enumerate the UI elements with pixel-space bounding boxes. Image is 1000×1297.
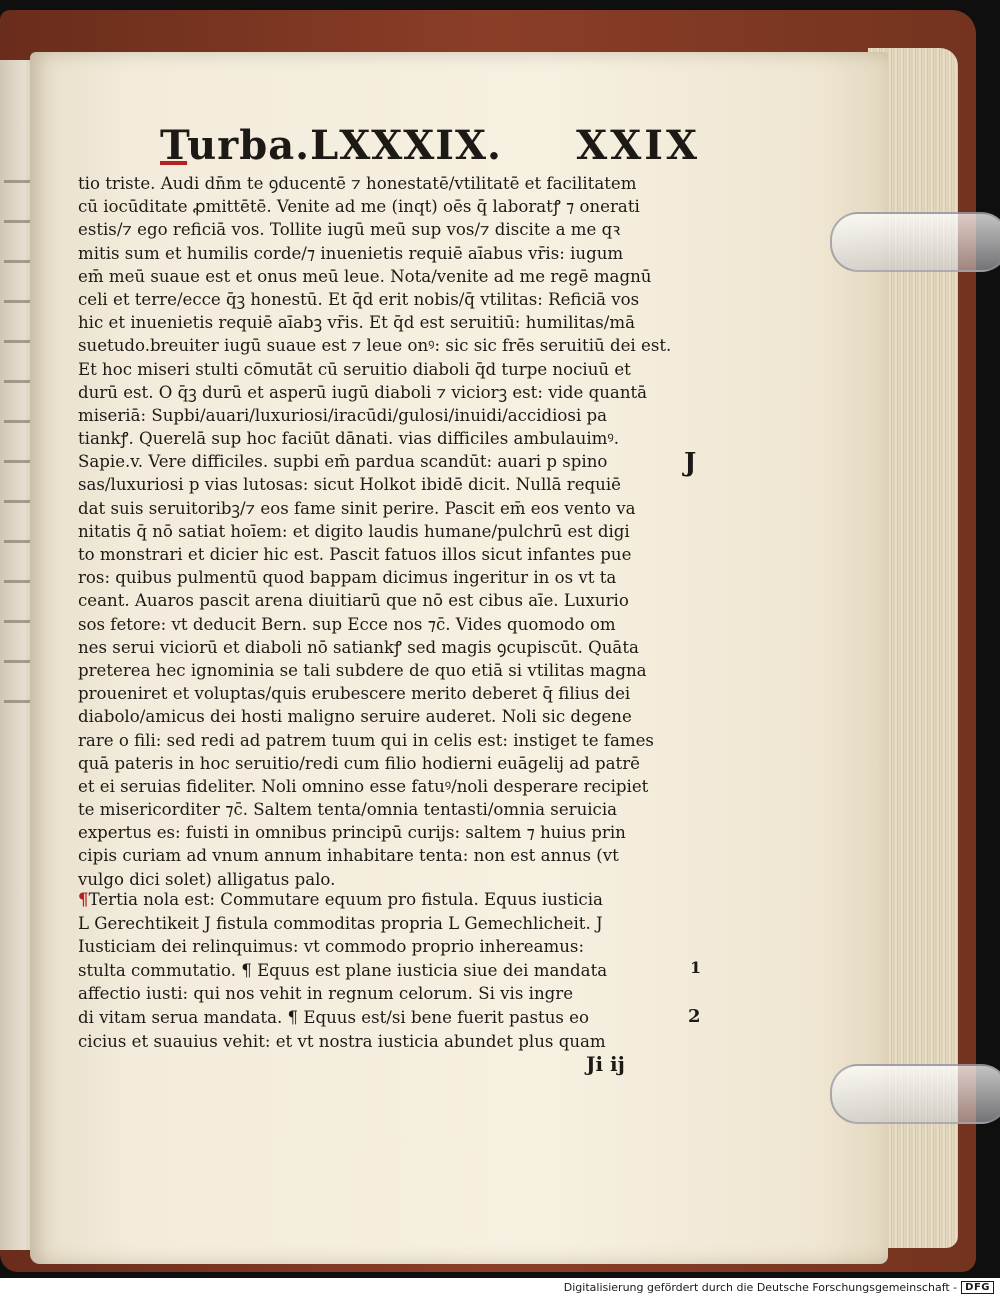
footer-credit-bar — [0, 1278, 1000, 1297]
text-line: Iusticiam dei relinquimus: vt commodo proprio inhereamus: — [78, 937, 585, 957]
margin-note-upper: J — [684, 448, 697, 478]
text-line: diabolo/amicus dei hosti maligno seruire auderet. Noli sic degene — [78, 707, 632, 727]
dfg-logo: DFG — [961, 1281, 994, 1294]
text-line: cū iocūditate ꝓmittētē. Venite ad me (inqt) oēs q̄ laboratꝭ ⁊ onerati — [78, 197, 640, 217]
line-text: Tertia nola est: Commutare equum pro fistula. Equus iusticia — [88, 890, 603, 909]
text-line: expertus es: fuisti in omnibus principū curijs: saltem ⁊ huius prin — [78, 823, 626, 843]
text-line: Et hoc miseri stulti cōmutāt cū seruitio diaboli q̄d turpe nociuū et — [78, 359, 631, 379]
margin-note-two: 2 — [688, 1006, 701, 1027]
text-line: affectio iusti: qui nos vehit in regnum celorum. Si vis ingre — [78, 984, 574, 1004]
text-line: estis/⁊ ego reficiā vos. Tollite iugū meū sup vos/⁊ discite a me qꝛ — [78, 220, 621, 240]
text-line: to monstrari et dicier hic est. Pascit fatuos illos sicut infantes pue — [78, 545, 632, 564]
text-line: nes serui viciorū et diaboli nō satiankꝭ sed magis ꝯcupiscūt. Quāta — [78, 637, 639, 657]
page-clip-bottom — [830, 1064, 1000, 1124]
text-line: Sapie.v. Vere difficiles. supbi em̄ pardua scandūt: auari p spino — [78, 452, 608, 472]
text-line: mitis sum et humilis corde/⁊ inuenietis requiē aīabus vr̄is: iugum — [78, 243, 624, 263]
signature-mark: Ji ij — [586, 1052, 625, 1076]
text-line: nitatis q̄ nō satiat hoīem: et digito laudis humane/pulchrū est digi — [78, 521, 630, 541]
text-line: proueniret et voluptas/quis erubescere merito deberet q̄ filius dei — [78, 684, 631, 704]
text-line: et ei seruias fideliter. Noli omnino esse fatuꝰ/noli desperare recipiet — [78, 776, 649, 796]
footer-credit-text: Digitalisierung gefördert durch die Deutsche Forschungsgemeinschaft - — [563, 1281, 958, 1294]
text-line: tiankꝭ. Querelā sup hoc faciūt dānati. vias difficiles ambulauimꝰ. — [78, 429, 619, 449]
text-line: tio triste. Audi dn̄m te ꝯducentē ⁊ honestatē/vtilitatē et facilitatem — [78, 174, 637, 193]
text-line: sos fetore: vt deducit Bern. sup Ecce nos ⁊c̄. Vides quomodo om — [78, 614, 616, 634]
text-line: cipis curiam ad vnum annum inhabitare tenta: non est annus (vt — [78, 846, 619, 866]
text-line: vulgo dici solet) alligatus palo. — [78, 869, 336, 889]
text-line: rare o fili: sed redi ad patrem tuum qui in celis est: instiget te fames — [78, 730, 654, 750]
title-text: urba.LXXXIX. — [187, 122, 502, 169]
third-nola-section — [78, 888, 676, 1053]
folio-number: XXIX — [576, 122, 700, 169]
text-line: di vitam serua mandata. ¶ Equus est/si bene fuerit pastus eo — [78, 1007, 589, 1027]
page-title — [160, 122, 502, 169]
text-line: ros: quibus pulmentū quod bappam dicimus ingeritur in os vt ta — [78, 568, 617, 588]
page-clip-top — [830, 212, 1000, 272]
running-header — [160, 122, 700, 178]
text-line: dat suis seruitoribꝫ/⁊ eos fame sinit perire. Pascit em̄ eos vento va — [78, 498, 636, 518]
text-line: ceant. Auaros pascit arena diuitiarū que nō est cibus aīe. Luxurio — [78, 591, 629, 611]
text-line: em̄ meū suaue est et onus meū leue. Nota/venite ad me regē magnū — [78, 266, 652, 286]
text-line: hic et inuenietis requiē aīabꝫ vr̄is. Et q̄d est seruitiū: humilitas/mā — [78, 313, 635, 333]
red-initial: T — [160, 122, 188, 169]
text-line: cicius et suauius vehit: et vt nostra iusticia abundet plus quam — [78, 1031, 606, 1051]
text-line: L Gerechtikeit J fistula commoditas propria L Gemechlicheit. J — [78, 913, 603, 933]
text-line: te misericorditer ⁊c̄. Saltem tenta/omnia tentasti/omnia seruicia — [78, 800, 618, 820]
text-line: preterea hec ignominia se tali subdere de quo etiā si vtilitas magna — [78, 660, 647, 680]
text-line: quā pateris in hoc seruitio/redi cum filio hodierni euāgelij ad patrē — [78, 753, 640, 773]
text-line: celi et terre/ecce q̄ꝫ honestū. Et q̄d erit nobis/q̄ vtilitas: Reficiā vos — [78, 289, 640, 309]
text-line: durū est. O q̄ꝫ durū et asperū iugū diaboli ⁊ viciorꝫ est: vide quantā — [78, 382, 648, 402]
text-line: sas/luxuriosi p vias lutosas: sicut Holkot ibidē dicit. Nullā requiē — [78, 475, 621, 495]
main-text-block — [78, 172, 676, 891]
pilcrow-mark: ¶ — [78, 889, 89, 909]
text-line — [78, 888, 676, 912]
text-line: miseriā: Supbi/auari/luxuriosi/iracūdi/gulosi/inuidi/accidiosi pa — [78, 405, 608, 425]
text-line: suetudo.breuiter iugū suaue est ⁊ leue onꝰ: sic sic frēs seruitiū dei est. — [78, 336, 672, 356]
margin-note-one: 1 — [690, 958, 702, 977]
text-line: stulta commutatio. ¶ Equus est plane iusticia siue dei mandata — [78, 960, 608, 980]
